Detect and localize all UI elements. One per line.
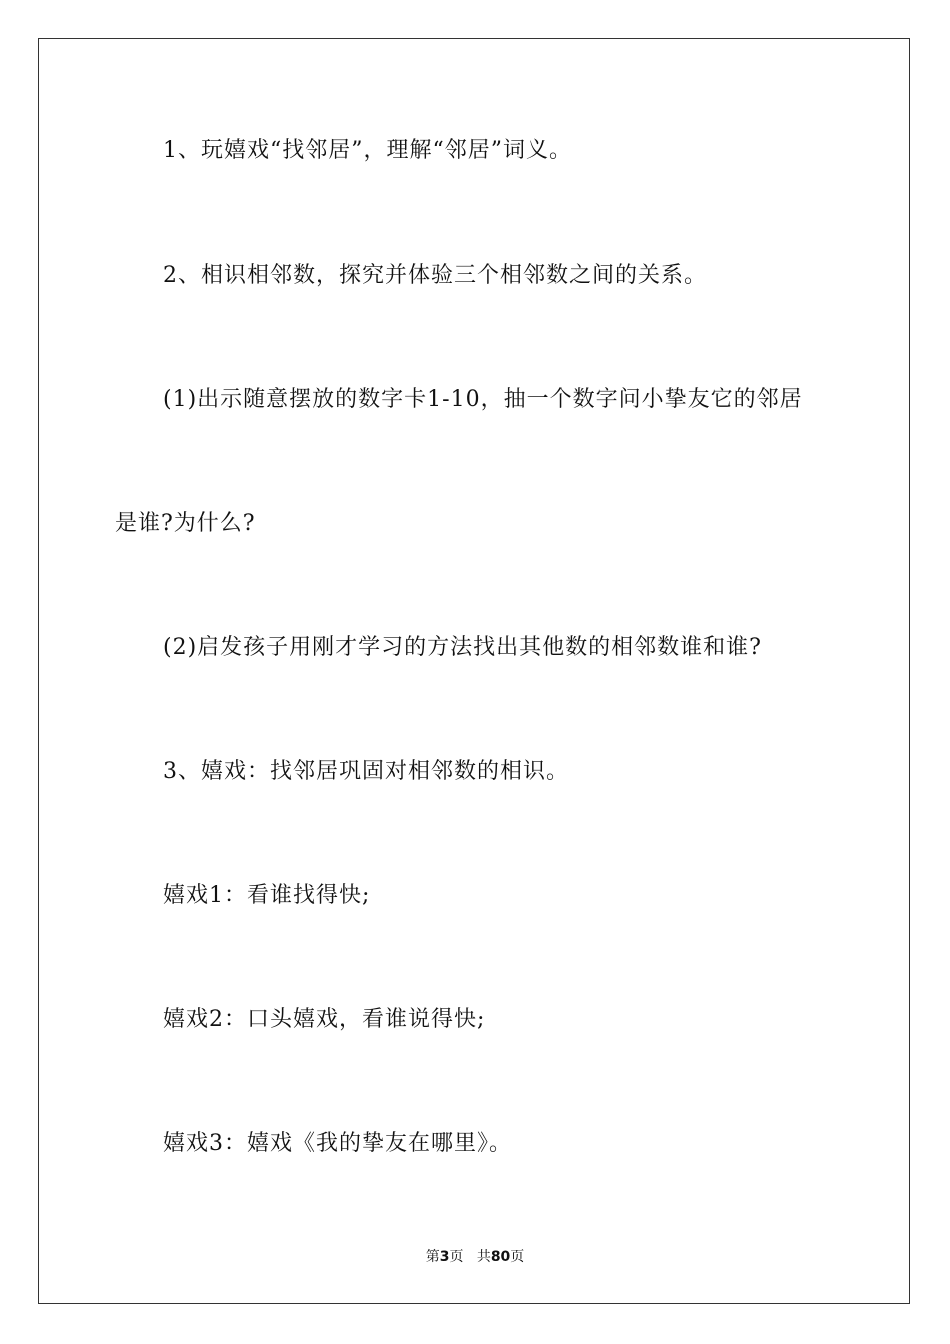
- paragraph-8: 嬉戏3：嬉戏《我的挚友在哪里》。: [163, 1131, 512, 1156]
- paragraph-4: (2)启发孩子用刚才学习的方法找出其他数的相邻数谁和谁?: [163, 635, 762, 660]
- paragraph-3-continued: 是谁?为什么?: [115, 511, 256, 536]
- page-footer: [0, 1246, 950, 1266]
- total-prefix: 共: [476, 1249, 491, 1265]
- paragraph-7: 嬉戏2：口头嬉戏，看谁说得快;: [163, 1007, 486, 1032]
- total-suffix: 页: [510, 1249, 525, 1265]
- paragraph-1: 1、玩嬉戏“找邻居”，理解“邻居”词义。: [163, 138, 572, 163]
- page-number: 3: [439, 1249, 450, 1265]
- paragraph-2: 2、相识相邻数，探究并体验三个相邻数之间的关系。: [163, 263, 707, 288]
- page-border: [38, 38, 910, 1304]
- paragraph-5: 3、嬉戏：找邻居巩固对相邻数的相识。: [163, 759, 569, 784]
- paragraph-6: 嬉戏1：看谁找得快;: [163, 883, 371, 908]
- total-pages: 80: [490, 1249, 511, 1265]
- paragraph-3: (1)出示随意摆放的数字卡1-10，抽一个数字问小挚友它的邻居: [163, 387, 803, 412]
- page-prefix: 第: [425, 1249, 440, 1265]
- page-suffix: 页: [449, 1249, 464, 1265]
